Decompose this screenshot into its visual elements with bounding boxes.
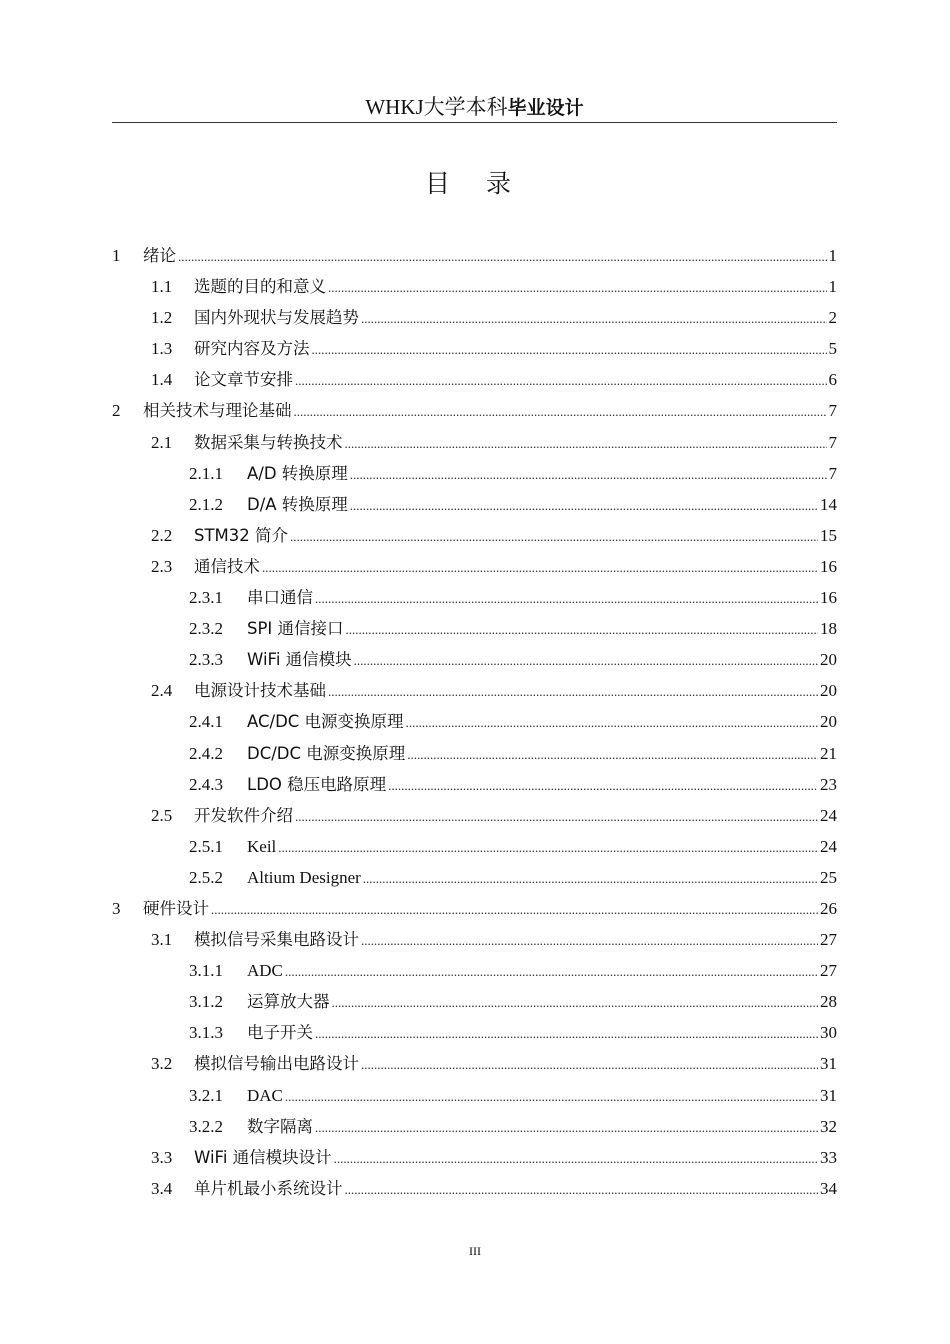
toc-entry-page: 6 xyxy=(828,370,837,390)
toc-leader-dots xyxy=(290,521,818,552)
toc-entry[interactable] xyxy=(112,675,837,706)
toc-entry[interactable] xyxy=(112,1080,837,1111)
page-header xyxy=(112,92,837,123)
toc-entry-title: 论文章节安排 xyxy=(194,370,293,390)
toc-entry-title: WiFi 通信模块设计 xyxy=(194,1147,332,1167)
toc-entry[interactable] xyxy=(112,738,837,769)
toc-leader-dots xyxy=(361,303,827,334)
toc-entry-number: 1.3 xyxy=(151,339,173,359)
toc-leader-dots xyxy=(345,1174,819,1205)
toc-leader-dots xyxy=(295,365,827,396)
toc-entry-page: 15 xyxy=(820,525,837,545)
toc-entry-number: 2.1.1 xyxy=(189,463,223,483)
toc-entry-page: 16 xyxy=(820,588,837,608)
toc-title: 目 录 xyxy=(425,169,525,198)
toc-entry-title: 研究内容及方法 xyxy=(194,339,310,359)
toc-entry-title: LDO 稳压电路原理 xyxy=(247,774,387,794)
toc-entry-page: 2 xyxy=(828,308,837,328)
toc-leader-dots xyxy=(315,1112,818,1143)
header-suffix: 毕业设计 xyxy=(507,97,584,119)
toc-entry[interactable] xyxy=(112,706,837,737)
toc-entry[interactable] xyxy=(112,582,837,613)
toc-leader-dots xyxy=(350,459,827,490)
toc-entry-title: A/D 转换原理 xyxy=(247,463,348,483)
toc-entry-number: 3.1.2 xyxy=(189,992,223,1012)
toc-leader-dots xyxy=(295,801,818,832)
toc-entry-page: 7 xyxy=(828,401,837,421)
toc-entry-page: 7 xyxy=(828,432,837,452)
toc-leader-dots xyxy=(361,1049,818,1080)
toc-entry-number: 2.4 xyxy=(151,681,173,701)
toc-entry-title: 数据采集与转换技术 xyxy=(194,432,343,452)
toc-entry-page: 1 xyxy=(828,246,837,265)
toc-entry-title: WiFi 通信模块 xyxy=(247,650,352,670)
toc-entry-page: 33 xyxy=(820,1147,837,1167)
toc-entry-page: 7 xyxy=(828,463,837,483)
toc-entry[interactable] xyxy=(112,1173,837,1204)
toc-entry-number: 3.1.1 xyxy=(189,961,223,981)
toc-entry-number: 3.3 xyxy=(151,1147,173,1167)
toc-entry-title: AC/DC 电源变换原理 xyxy=(247,712,404,732)
toc-entry-page: 20 xyxy=(820,650,837,670)
toc-entry-number: 2.4.2 xyxy=(189,743,223,763)
toc-entry-title: 模拟信号输出电路设计 xyxy=(194,1054,359,1074)
header-school: WHKJ大学本科 xyxy=(365,95,508,119)
toc-leader-dots xyxy=(388,770,818,801)
toc-entry[interactable] xyxy=(112,955,837,986)
toc-entry-number: 3.2.2 xyxy=(189,1116,223,1136)
toc-leader-dots xyxy=(354,645,818,676)
toc-entry-number: 3.4 xyxy=(151,1178,173,1198)
toc-entry[interactable] xyxy=(112,520,837,551)
toc-entry-title: 相关技术与理论基础 xyxy=(143,401,292,421)
toc-entry-title: DC/DC 电源变换原理 xyxy=(247,743,406,763)
toc-entry[interactable] xyxy=(112,1111,837,1142)
toc-entry-title: Keil xyxy=(247,836,277,856)
toc-entry-page: 26 xyxy=(820,898,837,918)
toc-entry-title: 通信技术 xyxy=(194,556,260,576)
toc-entry[interactable] xyxy=(112,333,837,364)
toc-entry-number: 2.3 xyxy=(151,556,173,576)
toc-entry-page: 32 xyxy=(820,1116,837,1136)
toc-entry-page: 23 xyxy=(820,774,837,794)
toc-entry-title: 国内外现状与发展趋势 xyxy=(194,308,359,328)
toc-entry-title: 硬件设计 xyxy=(143,898,209,918)
toc-entry-number: 1 xyxy=(112,246,121,265)
toc-entry-page: 30 xyxy=(820,1023,837,1043)
toc-entry-page: 21 xyxy=(820,743,837,763)
toc-entry[interactable] xyxy=(112,924,837,955)
toc-entry-number: 3.1 xyxy=(151,930,173,950)
toc-entry[interactable] xyxy=(112,302,837,333)
toc-leader-dots xyxy=(262,552,818,583)
toc-entry-title: DAC xyxy=(247,1085,283,1105)
toc-entry-page: 34 xyxy=(820,1178,837,1198)
toc-entry-page: 16 xyxy=(820,556,837,576)
toc-entry-page: 27 xyxy=(820,961,837,981)
toc-leader-dots xyxy=(407,739,818,770)
toc-entry[interactable] xyxy=(112,1017,837,1048)
toc-entry-number: 1.4 xyxy=(151,370,173,390)
toc-entry[interactable] xyxy=(112,271,837,302)
toc-entry[interactable] xyxy=(112,613,837,644)
toc-entry-number: 2.5.1 xyxy=(189,836,223,856)
toc-leader-dots xyxy=(328,272,827,303)
toc-entry-title: 开发软件介绍 xyxy=(194,805,293,825)
toc-entry[interactable] xyxy=(112,831,837,862)
toc-entry-title: D/A 转换原理 xyxy=(247,494,348,514)
toc-entry[interactable] xyxy=(112,364,837,395)
page-number: III xyxy=(469,1244,481,1258)
toc-entry-number: 2.3.2 xyxy=(189,619,223,639)
toc-entry-page: 25 xyxy=(820,867,837,887)
toc-entry-title: 串口通信 xyxy=(247,588,313,608)
toc-entry[interactable] xyxy=(112,893,837,924)
toc-leader-dots xyxy=(328,676,818,707)
toc-entry-title: 电源设计技术基础 xyxy=(194,681,326,701)
toc-entry-number: 2.4.1 xyxy=(189,712,223,732)
toc-entry-number: 1.1 xyxy=(151,277,173,297)
toc-leader-dots xyxy=(294,396,827,427)
toc-entry[interactable] xyxy=(112,644,837,675)
toc-entry-title: 数字隔离 xyxy=(247,1116,313,1136)
toc-entry-page: 24 xyxy=(820,836,837,856)
toc-entry-page: 14 xyxy=(820,494,837,514)
toc-entry[interactable] xyxy=(112,986,837,1017)
toc-entry[interactable] xyxy=(112,1048,837,1079)
toc-leader-dots xyxy=(361,925,818,956)
toc-entry-number: 2.1.2 xyxy=(189,494,223,514)
toc-entry-number: 2.5 xyxy=(151,805,173,825)
toc-entry[interactable] xyxy=(112,458,837,489)
toc-entry-number: 3.2.1 xyxy=(189,1085,223,1105)
toc-entry-page: 18 xyxy=(820,619,837,639)
toc-entry[interactable] xyxy=(112,240,837,271)
toc-leader-dots xyxy=(350,490,818,521)
toc-leader-dots xyxy=(363,863,818,894)
toc-entry-number: 3 xyxy=(112,898,121,918)
toc-entry-title: 绪论 xyxy=(143,246,176,265)
toc-leader-dots xyxy=(312,334,827,365)
toc-entry-page: 20 xyxy=(820,712,837,732)
toc-entry-title: STM32 简介 xyxy=(194,525,289,545)
toc-entry-page: 27 xyxy=(820,930,837,950)
toc-leader-dots xyxy=(178,241,827,272)
table-of-contents xyxy=(112,240,837,1204)
toc-entry-title: 选题的目的和意义 xyxy=(194,277,326,297)
toc-entry[interactable] xyxy=(112,769,837,800)
toc-entry-page: 28 xyxy=(820,992,837,1012)
toc-entry-title: ADC xyxy=(247,961,283,981)
toc-entry-title: 电子开关 xyxy=(247,1023,313,1043)
toc-entry[interactable] xyxy=(112,1142,837,1173)
toc-entry[interactable] xyxy=(112,862,837,893)
toc-leader-dots xyxy=(332,987,819,1018)
toc-leader-dots xyxy=(285,1081,818,1112)
toc-leader-dots xyxy=(346,614,818,645)
toc-entry-number: 2.5.2 xyxy=(189,867,223,887)
toc-entry[interactable] xyxy=(112,800,837,831)
toc-entry-number: 3.2 xyxy=(151,1054,173,1074)
toc-entry-title: 运算放大器 xyxy=(247,992,330,1012)
toc-entry-page: 5 xyxy=(828,339,837,359)
toc-leader-dots xyxy=(315,583,818,614)
toc-entry-page: 31 xyxy=(820,1085,837,1105)
toc-entry-number: 2.3.3 xyxy=(189,650,223,670)
toc-entry-number: 2.1 xyxy=(151,432,173,452)
toc-entry-number: 2.3.1 xyxy=(189,588,223,608)
toc-entry-number: 3.1.3 xyxy=(189,1023,223,1043)
toc-leader-dots xyxy=(315,1018,818,1049)
toc-leader-dots xyxy=(345,428,827,459)
toc-leader-dots xyxy=(285,956,818,987)
toc-entry-number: 1.2 xyxy=(151,308,173,328)
toc-entry-page: 31 xyxy=(820,1054,837,1074)
toc-entry-title: SPI 通信接口 xyxy=(247,619,344,639)
toc-entry-title: 模拟信号采集电路设计 xyxy=(194,930,359,950)
toc-entry[interactable] xyxy=(112,395,837,426)
toc-entry[interactable] xyxy=(112,551,837,582)
toc-entry[interactable] xyxy=(112,427,837,458)
toc-entry-title: 单片机最小系统设计 xyxy=(194,1178,343,1198)
toc-entry-number: 2.4.3 xyxy=(189,774,223,794)
toc-entry[interactable] xyxy=(112,489,837,520)
toc-entry-number: 2 xyxy=(112,401,121,421)
toc-leader-dots xyxy=(211,894,818,925)
toc-leader-dots xyxy=(278,832,818,863)
toc-leader-dots xyxy=(334,1143,818,1174)
toc-leader-dots xyxy=(406,707,818,738)
toc-entry-page: 1 xyxy=(828,277,837,297)
toc-entry-number: 2.2 xyxy=(151,525,173,545)
toc-entry-page: 20 xyxy=(820,681,837,701)
toc-entry-title: Altium Designer xyxy=(247,867,361,887)
toc-entry-page: 24 xyxy=(820,805,837,825)
